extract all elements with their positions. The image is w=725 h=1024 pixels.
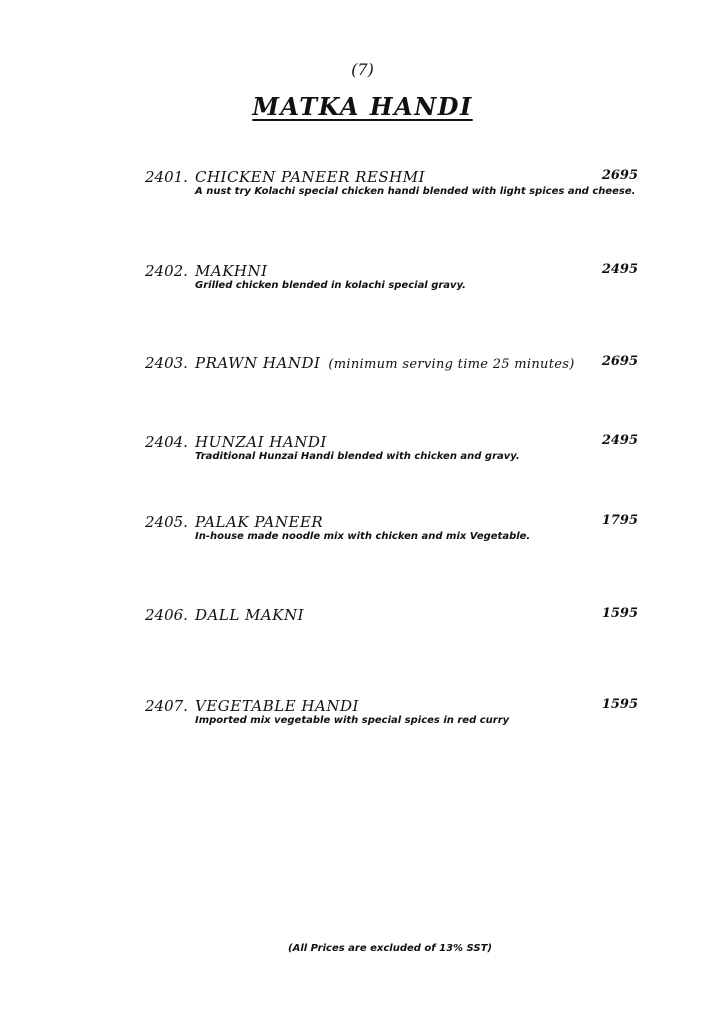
menu-item-code: 2403.	[145, 354, 188, 372]
menu-item-code: 2402.	[145, 262, 188, 280]
menu-item-price: 2495	[601, 262, 638, 277]
menu-item-name	[195, 606, 312, 624]
menu-item-title: CHICKEN PANEER RESHMI	[195, 168, 426, 186]
menu-item-code: 2406.	[145, 606, 188, 624]
menu-item-name	[195, 168, 433, 186]
menu-item-header	[145, 697, 640, 717]
menu-item-code: 2407.	[145, 697, 188, 715]
menu-item-price: 1595	[601, 697, 638, 712]
menu-item-title: PRAWN HANDI	[195, 354, 321, 372]
menu-item-price: 2495	[601, 433, 638, 448]
menu-item-description: Imported mix vegetable with special spices in red curry	[195, 715, 510, 726]
menu-item	[145, 697, 640, 726]
menu-item-description: In-house made noodle mix with chicken and mix Vegetable.	[195, 531, 531, 542]
menu-item	[145, 354, 640, 372]
menu-item-header	[145, 433, 640, 453]
menu-item-header	[145, 168, 640, 188]
menu-item-description: Traditional Hunzai Handi blended with chicken and gravy.	[195, 451, 520, 462]
menu-item-name	[195, 513, 331, 531]
menu-item	[145, 513, 640, 542]
menu-item-code: 2404.	[145, 433, 188, 451]
menu-item-code: 2405.	[145, 513, 188, 531]
menu-item-header	[145, 513, 640, 533]
menu-item-name	[195, 433, 335, 451]
menu-item-title: MAKHNI	[195, 262, 268, 280]
menu-item-header	[145, 354, 640, 374]
menu-item-price: 1595	[601, 606, 638, 621]
menu-item	[145, 262, 640, 291]
menu-item-price: 2695	[601, 168, 638, 183]
menu-item-title: PALAK PANEER	[195, 513, 324, 531]
menu-item-note: (minimum serving time 25 minutes)	[328, 357, 575, 372]
menu-item	[145, 433, 640, 462]
tax-footnote: (All Prices are excluded of 13% SST)	[288, 943, 492, 954]
menu-item-price: 1795	[601, 513, 638, 528]
menu-item	[145, 168, 640, 197]
menu-item	[145, 606, 640, 624]
menu-item-name	[195, 697, 367, 715]
menu-item-description: Grilled chicken blended in kolachi special gravy.	[195, 280, 466, 291]
menu-item-title: VEGETABLE HANDI	[195, 697, 359, 715]
menu-item-description: A nust try Kolachi special chicken handi blended with light spices and cheese.	[195, 186, 636, 197]
page-title: MATKA HANDI	[252, 92, 473, 121]
menu-item-title: DALL MAKNI	[195, 606, 304, 624]
menu-item-price: 2695	[601, 354, 638, 369]
menu-item-name	[195, 262, 276, 280]
page-number: (7)	[351, 60, 374, 79]
menu-item-code: 2401.	[145, 168, 188, 186]
menu-item-header	[145, 262, 640, 282]
menu-item-title: HUNZAI HANDI	[195, 433, 327, 451]
menu-item-name	[195, 354, 575, 372]
menu-item-header	[145, 606, 640, 626]
